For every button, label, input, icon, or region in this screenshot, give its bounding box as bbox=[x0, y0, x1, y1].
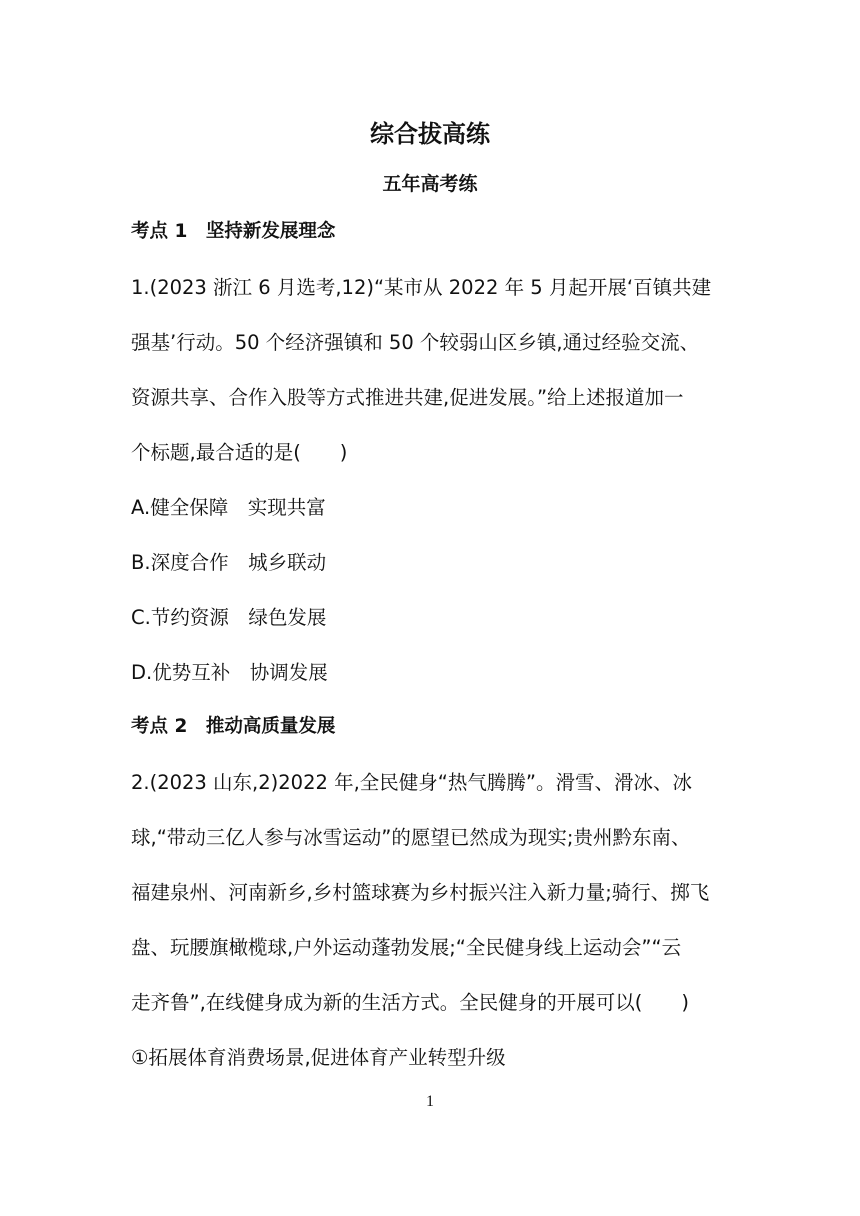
question-2-line: 走齐鲁”,在线健身成为新的生活方式。全民健身的开展可以( ) bbox=[131, 991, 690, 1014]
section-heading-1: 考点 1 坚持新发展理念 bbox=[131, 221, 336, 242]
option-c: C.节约资源 绿色发展 bbox=[131, 606, 327, 629]
page-number: 1 bbox=[426, 1093, 434, 1110]
option-b: B.深度合作 城乡联动 bbox=[131, 551, 327, 574]
question-1-line: 强基’行动。50 个经济强镇和 50 个较弱山区乡镇,通过经验交流、 bbox=[131, 331, 700, 354]
question-2-line: 2.(2023 山东,2)2022 年,全民健身“热气腾腾”。滑雪、滑冰、冰 bbox=[131, 771, 692, 794]
question-1-line: 资源共享、合作入股等方式推进共建,促进发展。”给上述报道加一 bbox=[131, 386, 684, 409]
question-2-line: 盘、玩腰旗橄榄球,户外运动蓬勃发展;“全民健身线上运动会”“云 bbox=[131, 936, 682, 959]
question-2-line: 球,“带动三亿人参与冰雪运动”的愿望已然成为现实;贵州黔东南、 bbox=[131, 826, 691, 849]
question-1-line: 1.(2023 浙江 6 月选考,12)“某市从 2022 年 5 月起开展‘百镇共建 bbox=[131, 276, 712, 299]
document-subtitle: 五年高考练 bbox=[382, 173, 478, 195]
section-heading-2: 考点 2 推动高质量发展 bbox=[131, 716, 336, 737]
question-2-line: 福建泉州、河南新乡,乡村篮球赛为乡村振兴注入新力量;骑行、掷飞 bbox=[131, 881, 710, 904]
option-a: A.健全保障 实现共富 bbox=[131, 496, 326, 519]
document-title: 综合拔高练 bbox=[370, 120, 490, 148]
statement-1: ①拓展体育消费场景,促进体育产业转型升级 bbox=[131, 1046, 506, 1069]
option-d: D.优势互补 协调发展 bbox=[131, 661, 328, 684]
question-1-line: 个标题,最合适的是( ) bbox=[131, 441, 348, 464]
